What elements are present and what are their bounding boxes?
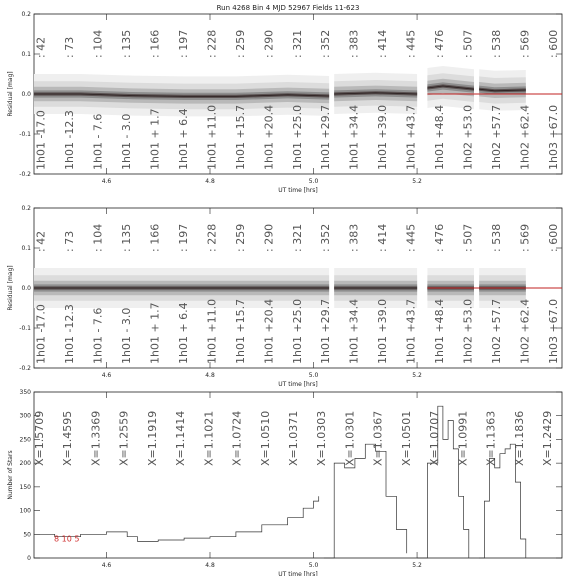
field-number-label: : 445 — [404, 223, 418, 252]
x-tick-label: 5.0 — [308, 372, 319, 379]
time-offset-label: 1h01 -12.3 — [63, 304, 76, 364]
time-offset-label: 1h01 +39.0 — [376, 104, 390, 170]
y-tick-label: 350 — [19, 389, 31, 396]
y-axis-label: Number of Stars — [7, 450, 14, 500]
x-tick-label: 5.2 — [412, 178, 422, 185]
x-axis-label: UT time [hrs] — [278, 381, 318, 388]
field-number-label: : 42 — [34, 36, 48, 58]
airmass-label: X=1.0707 — [428, 410, 442, 466]
y-tick-label: 0 — [27, 555, 31, 562]
x-tick-label: 4.6 — [101, 372, 112, 379]
airmass-label: X=1.0371 — [287, 410, 300, 466]
y-axis-label: Residual [mag] — [7, 71, 14, 117]
field-number-label: : 600 — [547, 29, 560, 58]
airmass-label: X=1.0991 — [456, 410, 470, 466]
field-number-label: : 197 — [176, 223, 190, 252]
time-offset-label: 1h01 +15.7 — [233, 298, 247, 364]
field-number-label: : 104 — [91, 29, 105, 58]
y-tick-label: 250 — [19, 436, 31, 444]
airmass-label: X=1.1021 — [202, 410, 216, 466]
airmass-label: X=1.1414 — [174, 410, 188, 466]
star-count-histogram — [324, 444, 407, 558]
airmass-label: X=1.0501 — [399, 410, 413, 466]
y-tick-label: 0.1 — [21, 51, 31, 58]
field-number-label: : 476 — [433, 223, 447, 252]
field-number-label: : 42 — [34, 230, 48, 252]
x-tick-label: 5.0 — [308, 178, 319, 185]
time-offset-label: 1h01 +48.4 — [433, 104, 447, 170]
time-offset-label: 1h01 +43.7 — [404, 298, 418, 364]
airmass-label: X=1.2429 — [541, 410, 554, 466]
airmass-label: X=1.0510 — [258, 410, 272, 466]
field-number-label: : 538 — [490, 29, 504, 58]
field-number-label: : 321 — [290, 223, 304, 252]
y-tick-label: 0.0 — [21, 285, 31, 292]
airmass-label: X=1.4595 — [61, 410, 75, 466]
field-number-label: : 352 — [319, 223, 333, 252]
field-number-label: : 166 — [148, 29, 162, 58]
airmass-label: X=1.1919 — [145, 410, 159, 466]
airmass-label: X=1.0367 — [371, 410, 385, 466]
time-offset-label: 1h02 +57.7 — [490, 104, 504, 170]
histogram-annotation: 8 10 5 — [54, 534, 80, 544]
field-number-label: : 569 — [518, 223, 532, 252]
x-axis-label: UT time [hrs] — [278, 571, 318, 576]
x-tick-label: 4.8 — [205, 178, 215, 185]
y-tick-label: -0.2 — [19, 171, 31, 178]
y-tick-label: 200 — [19, 460, 31, 468]
time-offset-label: 1h01 +39.0 — [376, 298, 390, 364]
field-number-label: : 166 — [148, 223, 162, 252]
field-number-label: : 135 — [119, 29, 133, 58]
time-offset-label: 1h01 +29.7 — [319, 104, 333, 170]
time-offset-label: 1h01 + 6.4 — [176, 108, 190, 170]
time-offset-label: 1h01 - 7.6 — [91, 113, 105, 170]
y-tick-label: 0.0 — [21, 91, 31, 98]
time-offset-label: 1h01 +11.0 — [205, 104, 219, 170]
field-number-label: : 414 — [376, 223, 390, 252]
time-offset-label: 1h03 +67.0 — [547, 298, 560, 364]
residual-panel-middle — [7, 205, 562, 388]
airmass-label: X=1.2559 — [117, 410, 131, 466]
field-number-label: : 135 — [119, 223, 133, 252]
field-number-label: : 228 — [205, 223, 219, 252]
field-number-label: : 259 — [233, 223, 247, 252]
time-offset-label: 1h01 -12.3 — [63, 110, 76, 170]
star-count-panel — [7, 389, 562, 576]
y-tick-label: 0.2 — [21, 205, 31, 212]
x-tick-label: 5.2 — [412, 372, 422, 379]
time-offset-label: 1h01 - 3.0 — [119, 307, 133, 364]
time-offset-label: 1h02 +62.4 — [518, 298, 532, 364]
time-offset-label: 1h01 -17.0 — [34, 304, 48, 364]
field-number-label: : 321 — [290, 29, 304, 58]
field-number-label: : 73 — [63, 230, 76, 252]
x-tick-label: 4.8 — [205, 562, 215, 569]
airmass-label: X=1.0724 — [230, 410, 244, 466]
y-axis-label: Residual [mag] — [7, 265, 14, 311]
time-offset-label: 1h01 +25.0 — [290, 104, 304, 170]
time-offset-label: 1h01 +48.4 — [433, 298, 447, 364]
x-axis-label: UT time [hrs] — [278, 187, 318, 194]
time-offset-label: 1h02 +62.4 — [518, 104, 532, 170]
field-number-label: : 290 — [262, 223, 276, 252]
x-tick-label: 4.6 — [101, 178, 112, 185]
airmass-label: X=1.3369 — [89, 410, 103, 466]
airmass-label: X=1.5709 — [33, 410, 46, 466]
residual-panel-top — [7, 11, 562, 194]
field-number-label: : 507 — [461, 29, 475, 58]
y-tick-label: 300 — [19, 412, 31, 420]
field-number-label: : 569 — [518, 29, 532, 58]
field-number-label: : 476 — [433, 29, 447, 58]
figure-title: Run 4268 Bin 4 MJD 52967 Fields 11-623 — [216, 4, 360, 12]
time-offset-label: 1h01 + 1.7 — [148, 302, 162, 364]
time-offset-label: 1h01 +43.7 — [404, 104, 418, 170]
y-tick-label: -0.1 — [19, 325, 31, 332]
airmass-label: X=1.1836 — [512, 410, 526, 466]
field-number-label: : 290 — [262, 29, 276, 58]
time-offset-label: 1h01 +20.4 — [262, 104, 276, 170]
field-number-label: : 228 — [205, 29, 219, 58]
time-offset-label: 1h02 +53.0 — [461, 104, 475, 170]
y-tick-label: -0.2 — [19, 365, 31, 372]
time-offset-label: 1h01 -17.0 — [34, 110, 48, 170]
time-offset-label: 1h01 +34.4 — [347, 298, 361, 364]
time-offset-label: 1h01 +11.0 — [205, 298, 219, 364]
y-tick-label: 0.1 — [21, 245, 31, 252]
airmass-label: X=1.0301 — [343, 410, 357, 466]
time-offset-label: 1h01 +25.0 — [290, 298, 304, 364]
field-number-label: : 538 — [490, 223, 504, 252]
field-number-label: : 383 — [347, 223, 361, 252]
time-offset-label: 1h01 - 3.0 — [119, 113, 133, 170]
x-tick-label: 5.0 — [308, 562, 319, 569]
x-tick-label: 5.2 — [412, 562, 422, 569]
field-number-label: : 352 — [319, 29, 333, 58]
time-offset-label: 1h01 - 7.6 — [91, 307, 105, 364]
field-number-label: : 600 — [547, 223, 560, 252]
field-number-label: : 383 — [347, 29, 361, 58]
field-number-label: : 197 — [176, 29, 190, 58]
y-tick-label: 50 — [23, 531, 31, 539]
y-tick-label: 100 — [19, 507, 31, 515]
x-tick-label: 4.8 — [205, 372, 215, 379]
x-tick-label: 4.6 — [101, 562, 112, 569]
y-tick-label: 150 — [19, 483, 31, 491]
time-offset-label: 1h01 + 6.4 — [176, 302, 190, 364]
field-number-label: : 507 — [461, 223, 475, 252]
time-offset-label: 1h01 +20.4 — [262, 298, 276, 364]
airmass-label: X=1.0303 — [315, 410, 329, 466]
field-number-label: : 104 — [91, 223, 105, 252]
field-number-label: : 259 — [233, 29, 247, 58]
time-offset-label: 1h02 +53.0 — [461, 298, 475, 364]
time-offset-label: 1h01 +34.4 — [347, 104, 361, 170]
time-offset-label: 1h01 + 1.7 — [148, 108, 162, 170]
time-offset-label: 1h03 +67.0 — [547, 104, 560, 170]
field-number-label: : 445 — [404, 29, 418, 58]
field-number-label: : 73 — [63, 36, 76, 58]
field-number-label: : 414 — [376, 29, 390, 58]
airmass-label: X=1.1363 — [484, 410, 498, 466]
time-offset-label: 1h01 +15.7 — [233, 104, 247, 170]
y-tick-label: -0.1 — [19, 131, 31, 138]
time-offset-label: 1h02 +57.7 — [490, 298, 504, 364]
time-offset-label: 1h01 +29.7 — [319, 298, 333, 364]
y-tick-label: 0.2 — [21, 11, 31, 18]
